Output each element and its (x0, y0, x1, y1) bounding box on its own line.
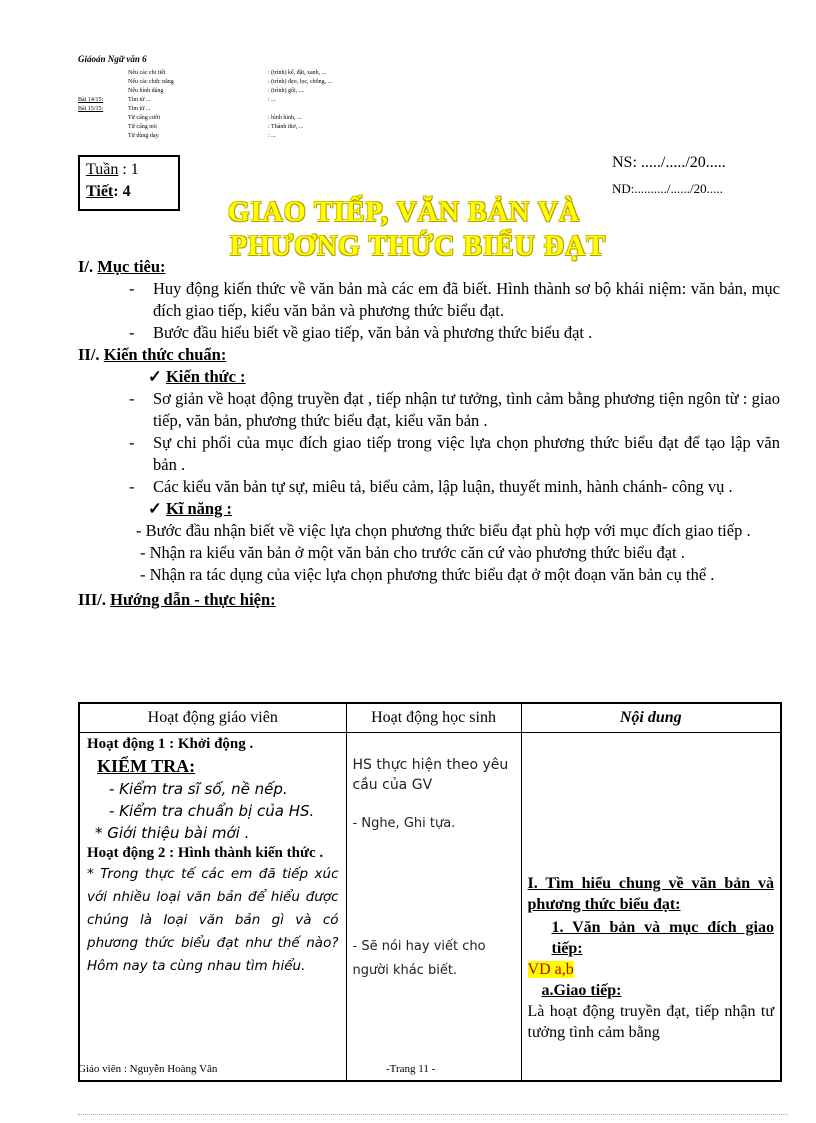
nd-date: ND:........../....../20..... (612, 181, 723, 196)
week-line (86, 159, 172, 181)
title-line-2: PHƯƠNG THỨC BIỂU ĐẠT (230, 231, 606, 262)
lesson-activity-table (78, 702, 782, 1082)
student-activity-cell (346, 733, 521, 1082)
week-value: : 1 (122, 161, 139, 178)
document-label: Giáoán Ngữ văn 6 (78, 54, 147, 64)
example-label: VD a,b (527, 961, 574, 978)
week-label: Tuần (86, 161, 119, 178)
period-value: : 4 (113, 183, 131, 200)
content-heading-2: 1. Văn bản và mục đích giao tiếp: (551, 919, 774, 957)
lesson-title (228, 196, 606, 264)
note-row: Bài 15/15: Tìm từ ... (78, 106, 151, 112)
list-item: - Các kiểu văn bản tự sự, miêu tả, biểu cảm, lập luận, thuyết minh, hành chánh- công vụ . (129, 477, 733, 496)
note-row: Nêu hình dáng : (trình) gối, .... (128, 88, 305, 94)
footer-page-number: -Trang 11 - (386, 1063, 436, 1075)
header-notes (78, 69, 458, 141)
note-row: Từ cấng nói : Thành thơ, ... (128, 124, 304, 130)
content-cell (521, 733, 781, 1082)
list-item: - Bước đầu hiểu biết về giao tiếp, văn bản và phương thức biểu đạt . (129, 323, 593, 342)
ns-date: NS: ...../...../20..... (612, 154, 726, 171)
student-item: HS thực hiện theo yêu cầu của GV (352, 757, 509, 793)
teacher-activity-cell (79, 733, 346, 1082)
student-item: - Sẽ nói hay viết cho người khác biết. (352, 939, 486, 978)
page-bottom-divider (78, 1114, 788, 1115)
list-item: - Sự chi phối của mục đích giao tiếp trong việc lựa chọn phương thức biểu đạt để tạo lập văn bản . (129, 433, 780, 474)
table-row (79, 733, 781, 1082)
skill-item: - Bước đầu nhận biết về việc lựa chọn phương thức biểu đạt phù hợp với mục đích giao tiếp . (136, 521, 751, 540)
column-header-content: Nội dung (521, 703, 781, 733)
intro-paragraph: * Trong thực tế các em đã tiếp xúc với nhiều loại văn bản để hiểu được chúng là loại văn bản gì và có phương thức biểu đạt như thế nào? Hôm nay ta cùng nhau tìm hiểu. (87, 866, 339, 974)
period-line (86, 181, 172, 203)
check-item: - Kiểm tra sĩ số, nề nếp. (109, 780, 288, 798)
knowledge-subheading: ✓ Kiến thức : (148, 367, 246, 386)
list-item: - Huy động kiến thức về văn bản mà các em đã biết. Hình thành sơ bộ khái niệm: văn bản, mục đích giao tiếp, kiểu văn bản và phương thức biểu đạt. (129, 279, 780, 320)
activity-2-heading: Hoạt động 2 : Hình thành kiến thức . (87, 845, 324, 861)
note-row: Nêu các chi tiết : (trình) kể, đặt, xanh, ... (128, 70, 327, 76)
skill-item: - Nhận ra tác dụng của việc lựa chọn phương thức biểu đạt ở một đoạn văn bản cụ thể . (140, 565, 715, 584)
note-row: Nêu các chức năng : (trình) đẹo, lọc, chỗng, ... (128, 79, 333, 85)
student-item: - Nghe, Ghi tựa. (352, 816, 456, 831)
week-period-box (78, 155, 180, 211)
note-row: Từ dùng dạy : ... (128, 133, 276, 139)
section-objectives-heading: I/. Mục tiêu: (78, 257, 166, 276)
check-icon: ✓ (148, 367, 162, 386)
lesson-body (78, 256, 780, 611)
footer-teacher: Giáo viên : Nguyễn Hoàng Vân (78, 1063, 218, 1075)
list-item: - Sơ giản về hoạt động truyền đạt , tiếp nhận tư tưởng, tình cảm bằng phương tiện ngôn từ : giao tiếp, văn bản, phương thức biểu đạt, kiểu văn bản . (129, 389, 780, 430)
sub-heading-a: a.Giao tiếp: (541, 982, 622, 999)
table-header-row (79, 703, 781, 733)
section-knowledge-heading: II/. Kiến thức chuẩn: (78, 345, 227, 364)
intro-item: * Giới thiệu bài mới . (95, 824, 250, 842)
check-icon: ✓ (148, 499, 162, 518)
period-label: Tiết (86, 183, 114, 200)
check-item: - Kiểm tra chuẩn bị của HS. (109, 802, 315, 820)
note-row: Từ cấng cười : hình hình, ... (128, 115, 302, 121)
note-row: Bài 14/15: Tìm từ ... : ... (78, 97, 276, 103)
section-guide-heading: III/. Hướng dẫn - thực hiện: (78, 590, 276, 609)
skill-item: - Nhận ra kiểu văn bản ở một văn bản cho trước căn cứ vào phương thức biểu đạt . (140, 543, 685, 562)
column-header-teacher: Hoạt động giáo viên (79, 703, 346, 733)
title-line-1: GIAO TIẾP, VĂN BẢN VÀ (228, 197, 581, 228)
skill-subheading: ✓ Kĩ năng : (148, 499, 232, 518)
content-heading-1: I. Tìm hiểu chung về văn bản và phương thức biểu đạt: (527, 875, 774, 913)
activity-1-heading: Hoạt động 1 : Khởi động . (87, 736, 254, 752)
check-heading: KIỂM TRA: (97, 756, 196, 776)
column-header-student: Hoạt động học sinh (346, 703, 521, 733)
content-text: Là hoạt động truyền đạt, tiếp nhận tư tưởng tình cảm bằng (527, 1003, 774, 1041)
